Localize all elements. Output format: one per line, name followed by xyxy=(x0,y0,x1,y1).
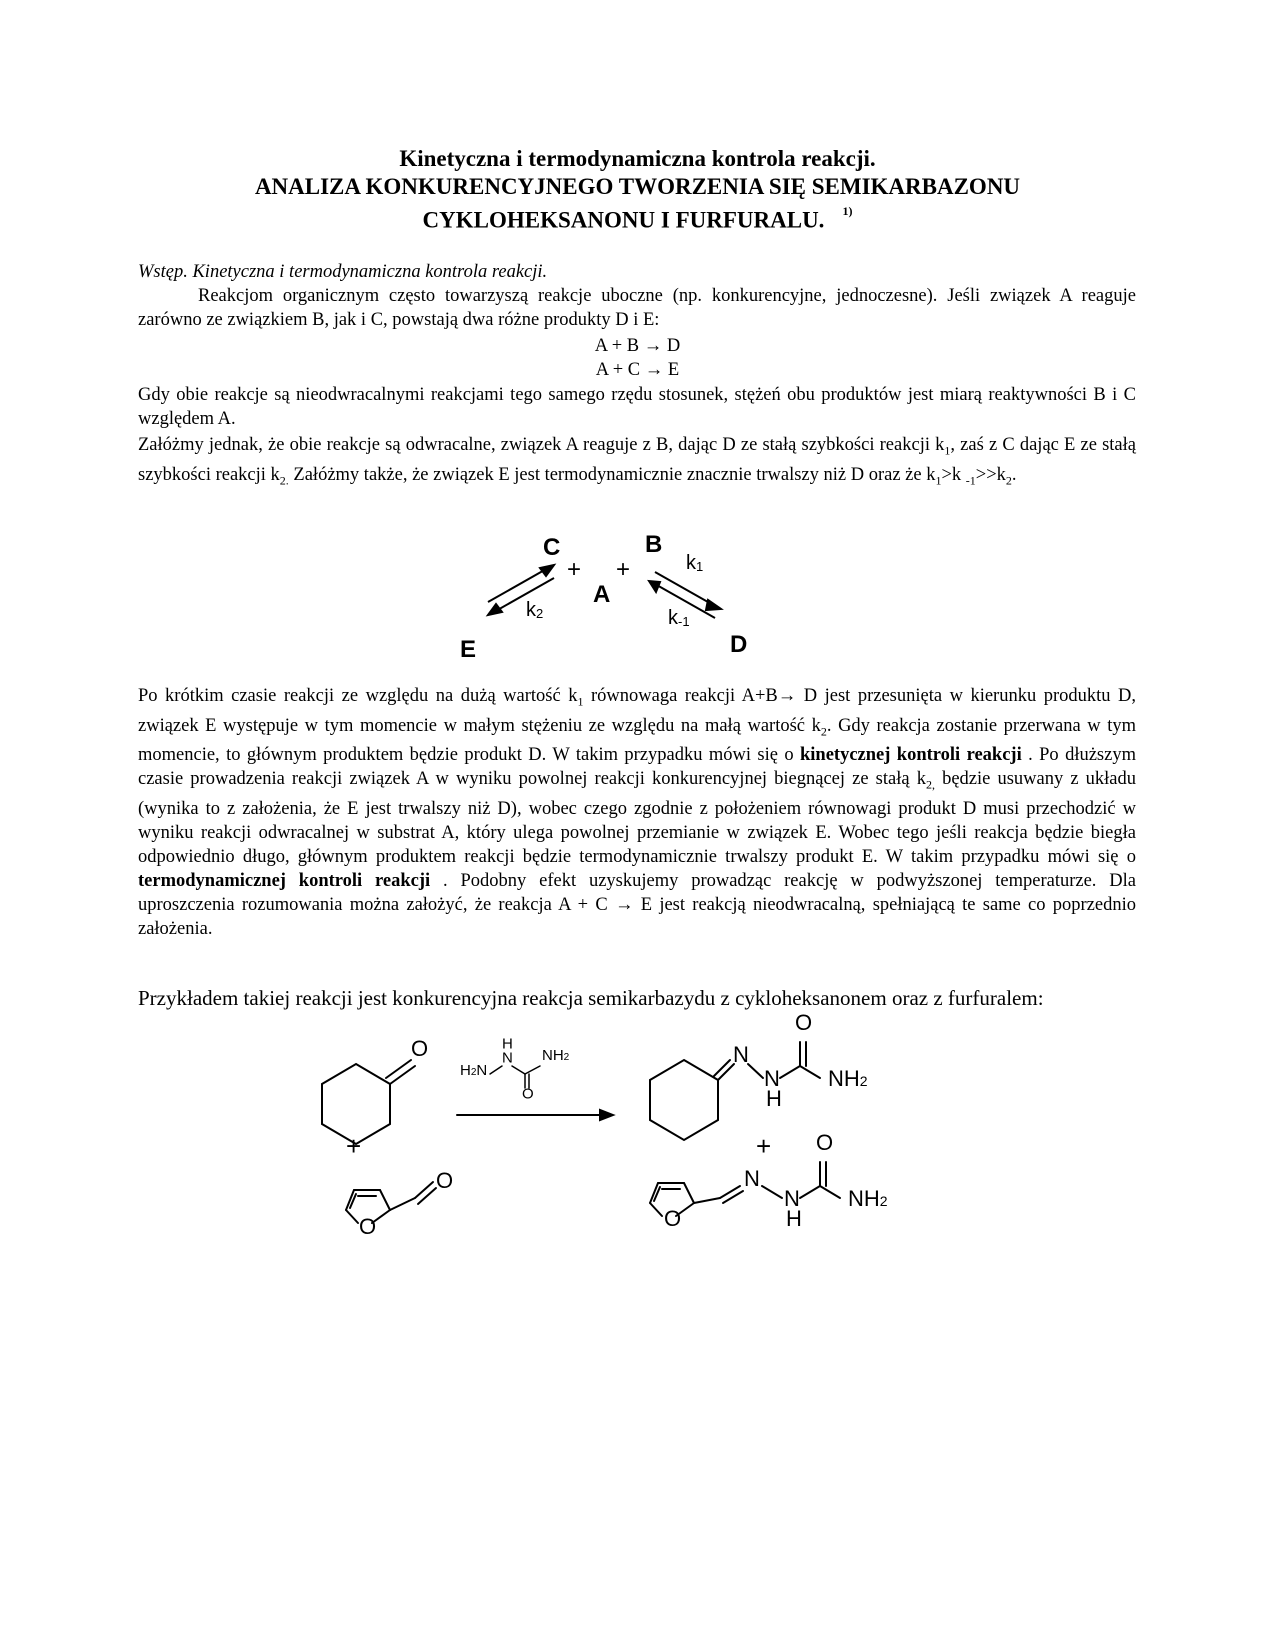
scheme-label-a: A xyxy=(593,580,611,608)
p4-f: . Podobny efekt uzyskujemy prowadząc reakcję w podwyższonej temperaturze. Dla uproszczenia rozumowania można założyć, że reakcja A + C → E jest reakcją nieodwracalną, spełniającą te same co poprzednio założenia. xyxy=(138,871,1136,940)
cyclohexanone-oxygen: O xyxy=(411,1036,429,1061)
p3-d-sub: -1 xyxy=(965,473,976,488)
kinetic-control-term: kinetycznej kontroli reakcji xyxy=(799,745,1022,766)
title-line-3 xyxy=(0,201,1275,235)
thermodynamic-control-term: termodynamicznej kontroli reakcji xyxy=(138,871,431,892)
scheme-plus-right: + xyxy=(616,555,631,583)
p3-e-sub: 2 xyxy=(1005,473,1012,488)
p3-c: Załóżmy także, że związek E jest termodynamicznie znacznie trwalszy niż D oraz że k xyxy=(288,464,936,485)
paragraph-1-text: Reakcjom organicznym często towarzyszą reakcje uboczne (np. konkurencyjne, jednoczesne). Jeśli związek A reaguje zarówno ze związkiem B, jak i C, powstają dwa różne produkty D i E: xyxy=(138,286,1136,330)
rate-k1: $k_1$ xyxy=(686,551,704,574)
p4-d: . Po dłuższym czasie prowadzenia reakcji związek A w wyniku powolnej reakcji konkurencyjnej biegnącej ze stałą k xyxy=(138,745,1136,790)
equilibrium-scheme xyxy=(460,530,800,680)
semicarbazide-nh2: $NH_2$ xyxy=(542,1047,570,1065)
semicarbazide-n: N xyxy=(502,1049,513,1067)
product2-ring-oxygen: O xyxy=(664,1206,682,1231)
p3-b: , zaś z C dając E ze stałą szybkości reakcji k xyxy=(138,435,1136,485)
rate-k2: $k_2$ xyxy=(526,598,544,621)
product2-nh2: $NH_2$ xyxy=(848,1186,888,1211)
example-sentence: Przykładem takiej reakcji jest konkurencyjna reakcja semikarbazydu z cykloheksanonem oraz z furfuralem: xyxy=(138,986,1044,1010)
product1-nh2: $NH_2$ xyxy=(828,1066,868,1091)
product2-o: O xyxy=(816,1130,834,1155)
product2-n1: N xyxy=(744,1166,760,1191)
p3-d: >k xyxy=(941,464,966,485)
reaction-arrow xyxy=(457,1110,613,1120)
rate-k-1: $k_{-1}$ xyxy=(668,606,690,629)
scheme-label-e: E xyxy=(460,635,477,663)
cyclohexanone-structure xyxy=(322,1060,415,1144)
semicarbazide-h2n: $H_2N$ xyxy=(460,1062,488,1080)
semicarbazide-h: H xyxy=(502,1035,513,1053)
p4-b-sub: 2 xyxy=(820,724,827,739)
paragraph-1 xyxy=(138,284,1136,332)
p4-c: . Gdy reakcja zostanie przerwana w tym momencie, to głównym produktem będzie produkt D. W takim przypadku mówi się o xyxy=(138,715,1136,766)
product1-n2: N xyxy=(764,1066,780,1091)
paragraph-3 xyxy=(138,433,1136,492)
equation-1: A + B → D xyxy=(594,336,681,356)
furfural-carbonyl-oxygen: O xyxy=(436,1168,454,1193)
p4-e: będzie usuwany z układu (wynika to z założenia, że E jest trwalszy niż D), wobec czego zgodnie z położeniem równowagi produkt D musi przechodzić w wyniku reakcji odwracalnej w substrat A, który ulega powolnej przemianie w związek E. Wobec tego jeśli reakcja będzie biegła odpowiednio długo, głównym produktem reakcji będzie termodynamicznie trwalszy produkt E. W takim przypadku mówi się o xyxy=(138,769,1137,868)
product1-n1: N xyxy=(733,1042,749,1067)
product2-n2: N xyxy=(784,1186,800,1211)
product1-o: O xyxy=(795,1010,813,1035)
p3-e: >>k xyxy=(975,464,1006,485)
p3-f: . xyxy=(1011,464,1017,485)
p4-a: Po krótkim czasie reakcji ze względu na dużą wartość k xyxy=(138,686,578,706)
p4-a-sub: 1 xyxy=(577,694,584,709)
product1-h: H xyxy=(766,1086,782,1111)
p4-d-sub: 2, xyxy=(925,778,935,793)
paragraph-2: Gdy obie reakcje są nieodwracalnymi reakcjami tego samego rzędu stosunek, stężeń obu produktów jest miarą reaktywności B i C względem A. xyxy=(138,385,1136,429)
intro-heading: Wstęp. Kinetyczna i termodynamiczna kontrola reakcji. xyxy=(138,262,548,282)
p4-b: równowaga reakcji A+B→ D jest przesunięta w kierunku produktu D, związek E występuje w tym momencie w małym stężeniu ze względu na małą wartość k xyxy=(138,686,1137,736)
product2-h: H xyxy=(786,1206,802,1231)
title-line-3-text: CYKLOHEKSANONU I FURFURALU. xyxy=(422,207,825,233)
paragraph-4 xyxy=(138,684,1136,941)
title-line-2: ANALIZA KONKURENCYJNEGO TWORZENIA SIĘ SEMIKARBAZONU xyxy=(254,174,1021,199)
reactant-plus: + xyxy=(346,1131,362,1162)
scheme-plus-left: + xyxy=(567,555,582,583)
semicarbazone-reaction-scheme xyxy=(320,1010,960,1300)
equilibrium-arrows-left xyxy=(488,565,554,615)
furfural-ring-oxygen: O xyxy=(359,1214,377,1239)
p3-c-sub: 1 xyxy=(935,473,942,488)
p3-b-sub: 2. xyxy=(279,473,289,488)
equilibrium-arrows-right xyxy=(649,572,721,618)
title-line-1: Kinetyczna i termodynamiczna kontrola reakcji. xyxy=(399,146,876,171)
scheme-label-c: C xyxy=(543,533,561,561)
footnote-mark: 1) xyxy=(842,204,853,218)
p3-a-sub: 1 xyxy=(944,443,951,458)
equation-2: A + C → E xyxy=(595,360,680,380)
product-plus: + xyxy=(756,1131,772,1162)
scheme-label-b: B xyxy=(645,530,663,558)
scheme-label-d: D xyxy=(730,630,748,658)
semicarbazide-o: O xyxy=(522,1085,534,1103)
p3-a: Załóżmy jednak, że obie reakcje są odwracalne, związek A reaguje z B, dając D ze stałą szybkości reakcji k xyxy=(138,435,945,455)
